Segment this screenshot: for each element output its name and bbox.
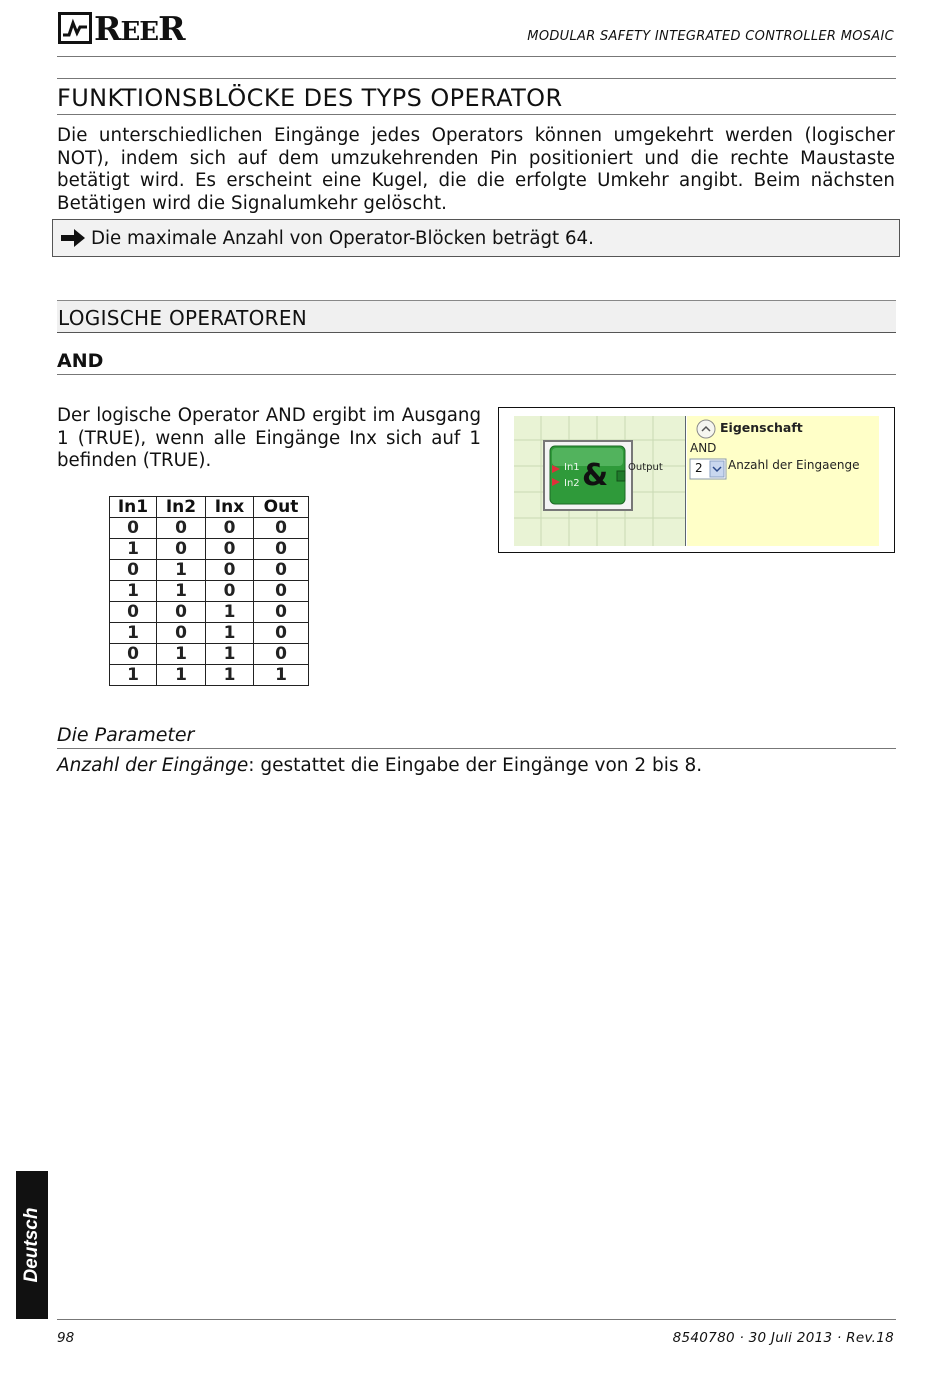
parameter-name: Anzahl der Eingänge (57, 755, 249, 776)
table-cell: 0 (206, 560, 254, 581)
column-header: Out (254, 497, 309, 518)
document-title: MODULAR SAFETY INTEGRATED CONTROLLER MOSAIC (527, 29, 894, 44)
subsection-title: AND (57, 350, 104, 372)
language-label: Deutsch (21, 1207, 42, 1283)
table-cell: 1 (110, 665, 157, 686)
title-bottom-divider (57, 114, 896, 115)
panel-title: Eigenschaft (720, 420, 803, 435)
table-cell: 0 (254, 560, 309, 581)
table-row (110, 518, 309, 539)
pin-in2-label: In2 (564, 478, 580, 489)
table-cell: 1 (206, 644, 254, 665)
table-row (110, 560, 309, 581)
table-cell: 0 (110, 518, 157, 539)
table-header-row (110, 497, 309, 518)
table-cell: 0 (254, 518, 309, 539)
table-cell: 1 (110, 581, 157, 602)
logo-emblem-icon (58, 12, 92, 44)
and-symbol: & (582, 458, 609, 493)
table-cell: 0 (206, 518, 254, 539)
table-cell: 1 (206, 665, 254, 686)
block-name: AND (690, 441, 717, 455)
table-cell: 1 (206, 623, 254, 644)
table-cell: 0 (110, 644, 157, 665)
table-cell: 1 (110, 539, 157, 560)
table-row (110, 581, 309, 602)
title-top-divider (57, 78, 896, 79)
table-cell: 1 (157, 581, 206, 602)
truth-table (109, 496, 309, 686)
language-tab (16, 1171, 48, 1319)
subsection-divider (57, 374, 896, 375)
table-row (110, 623, 309, 644)
table-cell: 1 (254, 665, 309, 686)
and-block-screenshot (498, 407, 895, 553)
and-description: Der logische Operator AND ergibt im Ausgang 1 (TRUE), wenn alle Eingänge Inx sich auf 1 befinden (TRUE). (57, 405, 481, 471)
table-row (110, 602, 309, 623)
input-count-select[interactable]: 2 (695, 461, 703, 475)
logo-wordmark: REER (94, 8, 185, 48)
footer-divider (57, 1319, 896, 1320)
section-title: LOGISCHE OPERATOREN (58, 306, 308, 330)
note-box (52, 219, 900, 257)
section-heading (57, 300, 896, 333)
header-divider (57, 56, 896, 57)
output-label: Output (628, 462, 663, 473)
reer-logo (58, 8, 188, 48)
page-title: FUNKTIONSBLÖCKE DES TYPS OPERATOR (57, 84, 563, 112)
table-cell: 0 (157, 602, 206, 623)
table-cell: 0 (254, 602, 309, 623)
pin-in1-label: In1 (564, 462, 580, 473)
table-cell: 0 (254, 623, 309, 644)
table-row (110, 539, 309, 560)
arrow-right-icon (59, 227, 87, 249)
table-cell: 0 (206, 539, 254, 560)
input-count-label: Anzahl der Eingaenge (728, 458, 860, 472)
table-cell: 1 (157, 644, 206, 665)
table-cell: 0 (157, 539, 206, 560)
table-cell: 1 (206, 602, 254, 623)
table-row (110, 644, 309, 665)
column-header: Inx (206, 497, 254, 518)
table-cell: 0 (206, 581, 254, 602)
table-cell: 1 (157, 665, 206, 686)
parameters-divider (57, 748, 896, 749)
table-cell: 0 (254, 644, 309, 665)
table-cell: 0 (110, 602, 157, 623)
column-header: In1 (110, 497, 157, 518)
table-row (110, 665, 309, 686)
page-number: 98 (57, 1330, 75, 1346)
table-cell: 0 (157, 623, 206, 644)
table-cell: 1 (157, 560, 206, 581)
parameters-heading: Die Parameter (57, 724, 195, 746)
document-reference: 8540780 · 30 Juli 2013 · Rev.18 (672, 1330, 894, 1346)
table-cell: 0 (157, 518, 206, 539)
parameter-description: : gestattet die Eingabe der Eingänge von 2 bis 8. (248, 755, 703, 776)
table-cell: 1 (110, 623, 157, 644)
table-cell: 0 (254, 539, 309, 560)
parameter-line (57, 755, 702, 776)
column-header: In2 (157, 497, 206, 518)
note-text: Die maximale Anzahl von Operator-Blöcken beträgt 64. (91, 227, 594, 249)
table-cell: 0 (254, 581, 309, 602)
table-cell: 0 (110, 560, 157, 581)
intro-paragraph: Die unterschiedlichen Eingänge jedes Operators können umgekehrt werden (logischer NOT), indem sich auf dem umzukehrenden Pin positioniert und die rechte Maustaste betätigt wird. Es erscheint eine Kugel, die die erfolgte Umkehr angibt. Beim nächsten Betätigen wird die Signalumkehr gelöscht. (57, 125, 895, 214)
